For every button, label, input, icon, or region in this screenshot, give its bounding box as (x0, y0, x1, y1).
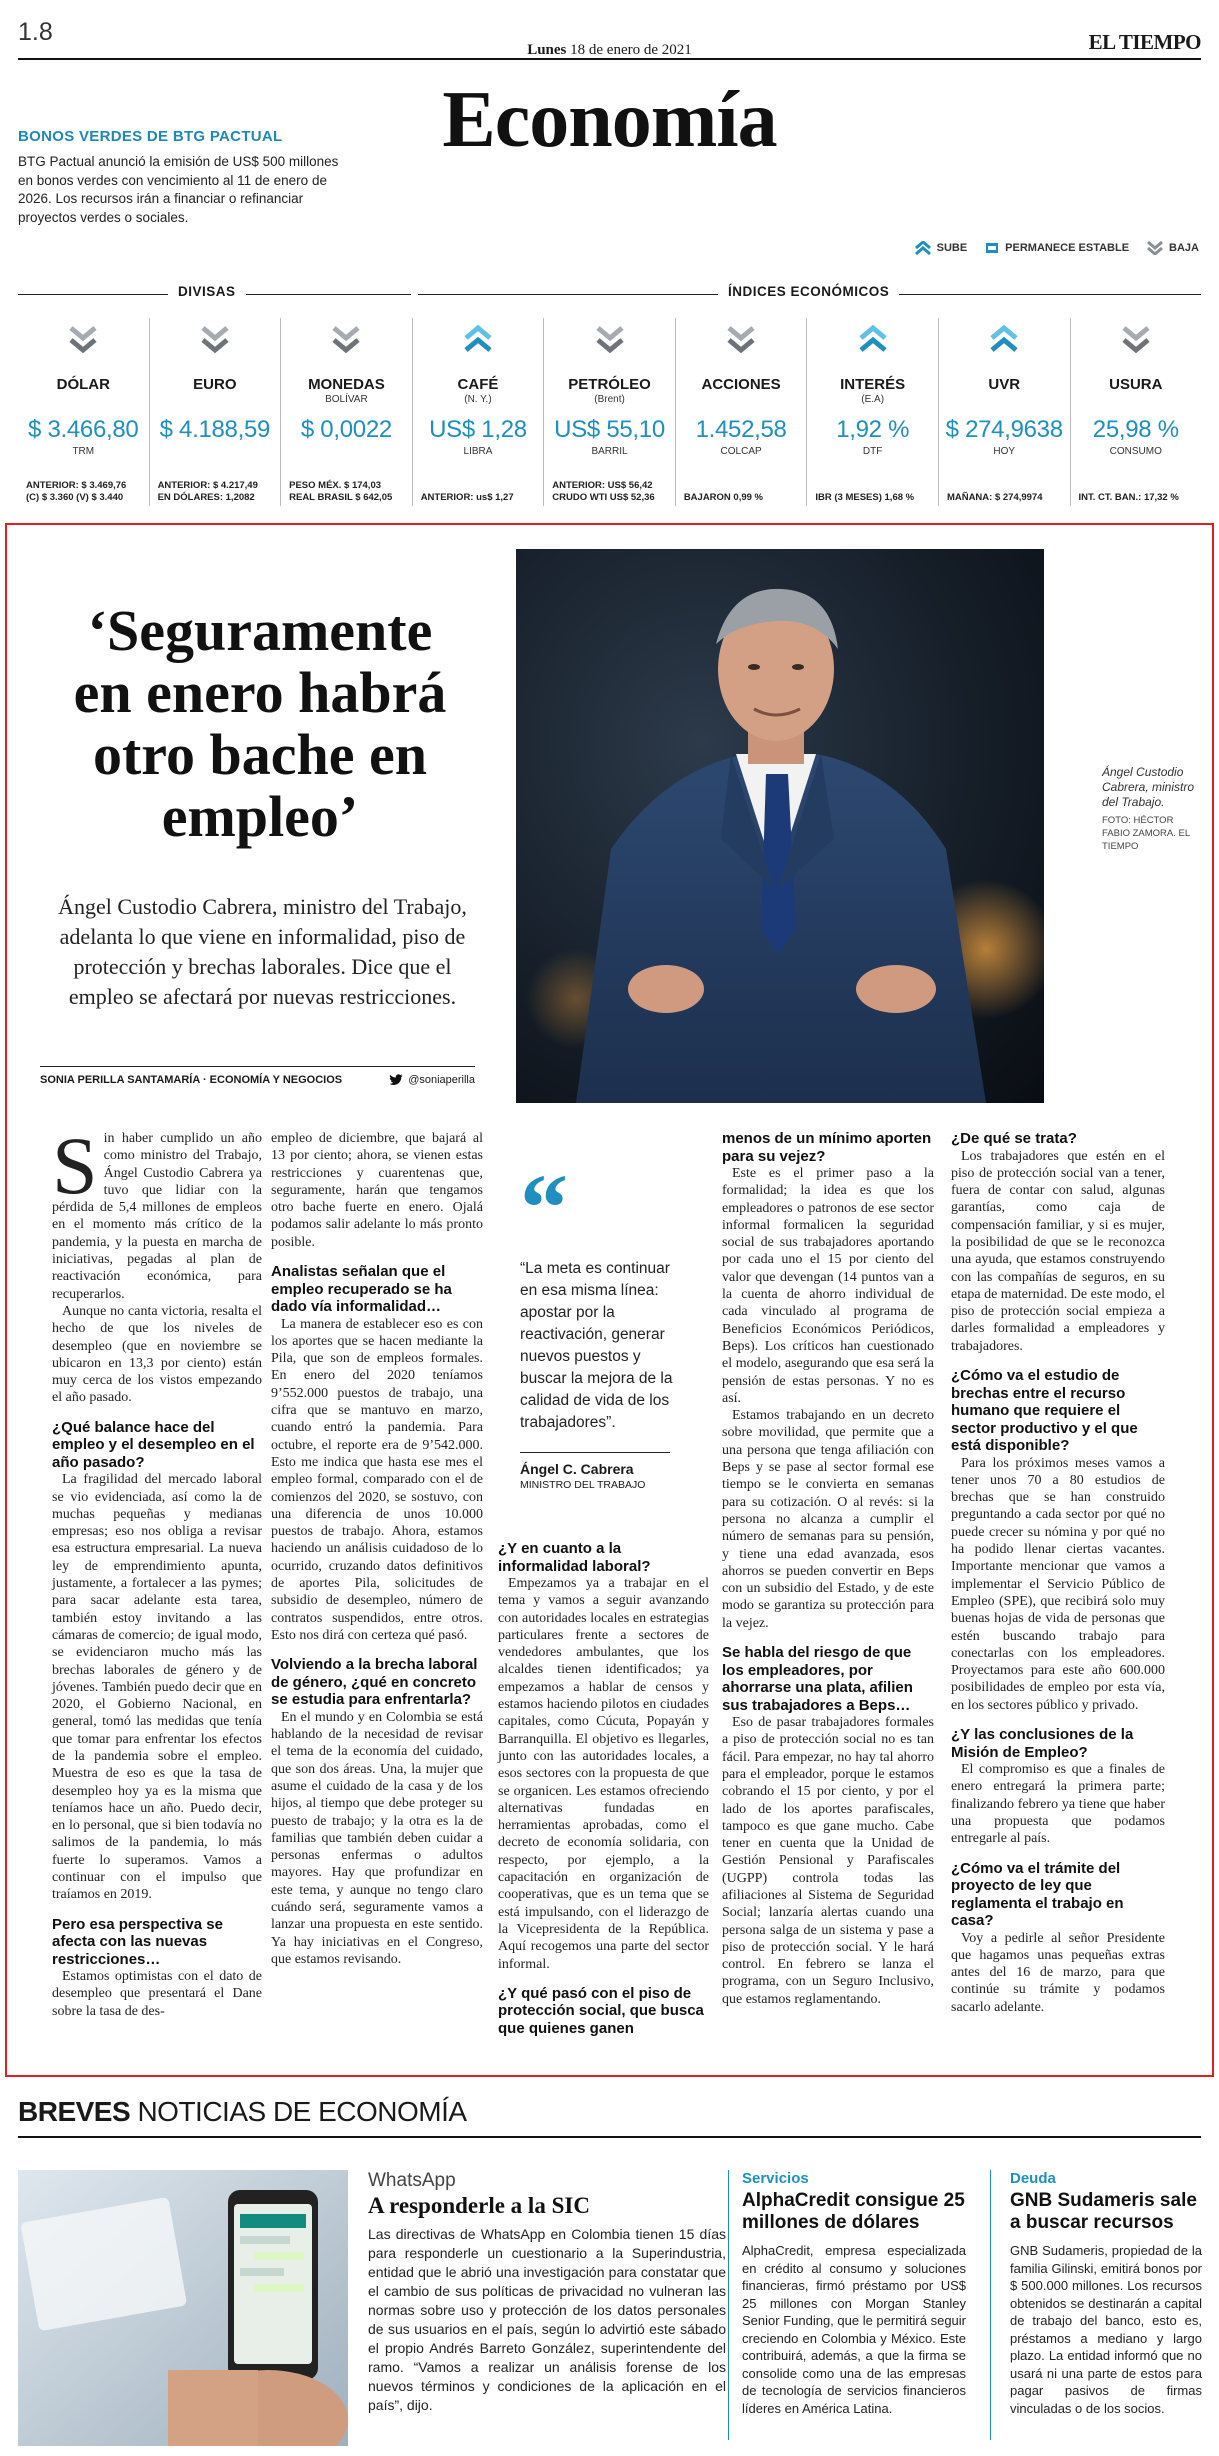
paragraph: Empezamos ya a trabajar en el tema y vamos a seguir avanzando con autoridades locales en estrategias particulares frente a sectores de vendedores ambulantes, que los alcaldes tienen identificados; ya empezamos a hablar de censos y estamos haciendo pilotos en ciudades capitales, como Cúcuta, Popayán y Barranquilla. El objetivo es llegarles, junto con las autoridades locales, a esos sectores con la propuesta de que se organicen. Les estamos ofreciendo alternativas fundadas en herramientas aprobadas, como el decreto de economía solidaria, con respecto, por ejemplo, a la capacitación en organización de cooperativas, que es un tema que se está impulsando, con el liderazgo de la Vicepresidenta de la República. Aquí recogemos una parte del sector informal. (498, 1576, 709, 1972)
arrow-up-icon (939, 318, 1070, 362)
indicator-sub (18, 394, 149, 406)
arrow-down-icon (18, 318, 149, 362)
brief-gnb (1010, 2170, 1202, 2417)
indicator-foot-1: INT. CT. BAN.: 17,32 % (1078, 492, 1179, 503)
arrow-down-icon (676, 318, 807, 362)
article-column-4 (722, 1130, 934, 2008)
paragraph: Estamos optimistas con el dato de desempleo que presentará el Dane sobre la tasa de des- (52, 1969, 262, 2019)
indicator-6 (806, 318, 938, 506)
article-headline: ‘Seguramente en enero habrá otro bache en empleo’ (73, 598, 447, 849)
indicator-footnote (289, 480, 408, 504)
paragraph: Este es el primer paso a la formalidad; la idea es que los empleadores o patronos de ese sector informal formalicen la seguridad social de sus trabajadores aportando por cada uno el 15 por ciento del valor que devengan (14 puntos van a la cuenta de ahorro individual de cada vinculado al programa de Beneficios Económicos Periódicos, Beps). Los críticos han cuestionado el modelo, asegurando que esa será la pensión de estas personas. Y no es así. (722, 1166, 934, 1406)
indicator-footnote (552, 480, 671, 504)
indicator-foot-1: ANTERIOR: $ 4.217,49 (157, 480, 258, 491)
btg-title: BONOS VERDES DE BTG PACTUAL (18, 128, 283, 145)
page-header (18, 18, 1201, 58)
article-column-3 (498, 1540, 709, 2037)
paragraph: La manera de establecer eso es con los aportes que se hacen mediante la Pila, que son de empleos formales. En enero del 2020 teníamos 9’552.000 puestos de trabajo, una cifra que se mantuvo en marzo, cuando entró la pandemia. Para octubre, el reporte era de 9’542.000. Esto me indica que hasta ese mes el empleo formal, comparado con el de comienzos del 2020, se sostuvo, con una diferencia de unos 10.000 puestos de trabajo. Ahora, estamos haciendo un análisis cuidadoso de lo ocurrido, cruzando datos definitivos de aportes Pila, solicitudes de subsidio de desempleo, número de contratos suspendidos, entre otros. Esto nos dirá con certeza qué pasó. (271, 1316, 483, 1643)
brief-whatsapp (368, 2170, 726, 2415)
byline-author: SONIA PERILLA SANTAMARÍA · ECONOMÍA Y NEGOCIOS (40, 1074, 343, 1086)
indicator-foot-2: EN DÓLARES: 1,2082 (157, 492, 255, 503)
photo-caption (1102, 765, 1202, 853)
brief-kicker: WhatsApp (368, 2170, 456, 2191)
indicator-sub: (E.A) (861, 394, 885, 405)
dropcap: S (52, 1120, 98, 1211)
brief-title: A responderle a la SIC (368, 2193, 590, 2218)
twitter-handle[interactable] (389, 1074, 475, 1086)
indicator-value: 1.452,58 (695, 416, 787, 443)
date-line (18, 42, 1201, 59)
legend-stable-label: PERMANECE ESTABLE (1005, 242, 1130, 254)
paragraph: El compromiso es que a finales de enero entregará la primera parte; finalizando febrero ya tiene que haber una propuesta que podamos entregarle al país. (951, 1762, 1165, 1847)
indicator-0 (18, 318, 149, 506)
indicator-name: UVR (988, 376, 1021, 393)
arrow-down-icon (544, 318, 675, 362)
indicator-caption: BARRIL (591, 446, 628, 457)
indicator-sub (150, 394, 281, 406)
breves-title-rest: NOTICIAS DE ECONOMÍA (137, 2096, 467, 2127)
arrow-down-icon (281, 318, 412, 362)
indicator-value: $ 274,9638 (945, 416, 1063, 443)
question-heading: ¿Qué balance hace del empleo y el desempleo en el año pasado? (52, 1418, 255, 1471)
indicator-foot-1: BAJARON 0,99 % (683, 492, 764, 503)
legend-up-label: SUBE (936, 242, 968, 254)
minister-photo (516, 549, 1044, 1103)
phone-hand-image (18, 2170, 348, 2446)
question-heading: Volviendo a la brecha laboral de género, ¿qué en concreto se estudia para enfrentarla? (271, 1656, 478, 1709)
btg-body: BTG Pactual anunció la emisión de US$ 500 millones en bonos verdes con vencimiento al 11 de enero de 2026. Los recursos irán a financiar o refinanciar proyectos verdes o sociales. (18, 154, 339, 225)
arrow-up-icon (413, 318, 544, 362)
indicator-name: INTERÉS (840, 376, 906, 393)
indicator-name: USURA (1109, 376, 1163, 393)
quote-rule (520, 1452, 670, 1453)
indicator-footnote (815, 492, 934, 504)
arrow-up-icon (807, 318, 938, 362)
question-heading: ¿De qué se trata? (951, 1130, 1077, 1147)
indicator-4 (543, 318, 675, 506)
section-title: Economía (442, 76, 777, 164)
indicator-foot-1: PESO MÉX. $ 174,03 (289, 480, 382, 491)
paragraph: Aunque no canta victoria, resalta el hecho de que los niveles de desempleo (que en noviembre se ubicaron en 13,3 por ciento) están muy cerca de los vistos empezando el año pasado. (52, 1303, 262, 1406)
indicator-name: ACCIONES (701, 376, 781, 393)
indicator-value: 25,98 % (1092, 416, 1179, 443)
indicator-caption: HOY (993, 446, 1016, 457)
breves-title-bold: BREVES (18, 2096, 131, 2127)
indicator-caption: TRM (72, 446, 95, 457)
arrow-down-icon (150, 318, 281, 362)
indicator-foot-1: MAÑANA: $ 274,9974 (946, 492, 1043, 503)
question-heading: ¿Cómo va el estudio de brechas entre el recurso humano que requiere el sector productivo y el que está disponible? (951, 1367, 1138, 1455)
paragraph: empleo de diciembre, que bajará al 13 por ciento; ahora, se vienen estas restricciones y cuarentenas que, seguramente, harán que tengamos otro bache fuerte en enero. Ojalá podamos salir adelante lo más pronto posible. (271, 1131, 483, 1250)
brief-body: GNB Sudameris, propiedad de la familia Gilinski, emitirá bonos por $ 500.000 millones. Los recursos obtenidos se destinarán a capital de trabajo del banco, esto es, préstamos a mediano y largo plazo. La entidad informó que no usará ni una parte de estos para pagar pasivos de firmas vinculadas o de los socios. (1010, 2243, 1202, 2416)
brief-title: GNB Sudameris sale a buscar recursos (1010, 2190, 1197, 2233)
quote-text: “La meta es continuar en esa misma línea: apostar por la reactivación, generar nuevos puestos y buscar la mejora de la calidad de vida de los trabajadores”. (520, 1260, 673, 1431)
arrow-up-icon (915, 241, 931, 255)
indicator-caption: LIBRA (463, 446, 493, 457)
indicator-name: CAFÉ (457, 376, 499, 393)
pull-quote (520, 1154, 673, 1491)
indicator-5 (675, 318, 807, 506)
byline (40, 1074, 475, 1086)
quote-role: MINISTRO DEL TRABAJO (520, 1479, 646, 1491)
brief-kicker: Deuda (1010, 2170, 1056, 2187)
indicator-foot-1: IBR (3 MESES) 1,68 % (815, 492, 915, 503)
paragraph: En el mundo y en Colombia se está hablando de la necesidad de revisar el tema de la economía del cuidado, que son dos áreas. Una, la mujer que asume el cuidado de la casa y de los hijos, al tiempo que debe proteger su puesto de trabajo; y la otra es la de familias que también deben cuidar a personas enfermas o adultos mayores. Hay que profundizar en este tema, y aunque no tengo claro cuándo será, seguramente vamos a lanzar una propuesta en este sentido. Ya hay iniciativas en el Congreso, que estamos revisando. (271, 1709, 483, 1967)
arrow-down-icon (1071, 318, 1202, 362)
brand-logo: EL TIEMPO (1088, 30, 1201, 54)
date-rest: 18 de enero de 2021 (570, 42, 692, 58)
question-heading: ¿Y en cuanto a la informalidad laboral? (498, 1540, 651, 1575)
indicator-caption: CONSUMO (1109, 446, 1162, 457)
indicator-footnote (1079, 492, 1198, 504)
trend-legend (915, 241, 1199, 255)
question-heading: ¿Cómo va el trámite del proyecto de ley que reglamenta el trabajo en casa? (951, 1859, 1124, 1929)
indicator-sub: (Brent) (594, 394, 625, 405)
paragraph: Eso de pasar trabajadores formales a piso de protección social no es tan fácil. Para empezar, no hay tal ahorro para el empleador, porque le estamos cobrando el 15 por ciento, y por el lado de los aportes parafiscales, tampoco es que gane mucho. Cabe tener en cuenta que la Unidad de Gestión Pensional y Parafiscales (UGPP) controla todas las afiliaciones al Sistema de Seguridad Social; lanzaría alertas cuando una persona salga de un sistema y pase a piso de protección social. Y le hará control. En febrero se lanza el programa, con un Seguro Inclusivo, que estamos reglamentando. (722, 1715, 934, 2007)
indicator-footnote (26, 480, 145, 504)
indicator-value: US$ 55,10 (554, 416, 665, 443)
paragraph: Estamos trabajando en un decreto sobre movilidad, que permite que a una persona que tenga afiliación con Beps y se pase al sector formal ese tiempo se le convierta en semanas para su cotización. O al revés: si la persona no alcanza a cumplir el número de semanas para su pensión, y tiene una edad avanzada, esos ahorros se pueden convertir en Beps con un subsidio del Estado, y de este modo se garantiza su protección para la vejez. (722, 1408, 934, 1631)
arrow-down-icon (1147, 241, 1163, 255)
brief-divider (990, 2170, 991, 2440)
indicator-headers (18, 284, 1201, 304)
indicator-sub: BOLÍVAR (325, 394, 368, 405)
indicator-sub (676, 394, 807, 406)
btg-brief (18, 128, 348, 227)
indicator-name: PETRÓLEO (568, 376, 651, 393)
legend-down (1147, 241, 1199, 255)
brief-kicker: Servicios (742, 2170, 809, 2187)
date-day: Lunes (527, 42, 567, 58)
header-divider (18, 58, 1201, 60)
indicator-name: DÓLAR (56, 376, 110, 393)
indicator-name: EURO (193, 376, 237, 393)
indicator-value: US$ 1,28 (429, 416, 527, 443)
brief-body: AlphaCredit, empresa especializada en crédito al consumo y soluciones financieras, firmó préstamo por US$ 25 millones con Morgan Stanley Senior Funding, que le permitirá seguir creciendo en Colombia y México. Este contribuirá, además, a que la firma se consolide como una de las empresas de tecnología de servicios financieros líderes en América Latina. (742, 2243, 967, 2416)
indicator-foot-2: REAL BRASIL $ 642,05 (289, 492, 393, 503)
article-column-5 (951, 1130, 1165, 2016)
indicator-3 (412, 318, 544, 506)
indicator-strip (18, 318, 1201, 506)
twitter-handle-text: @soniaperilla (408, 1074, 475, 1086)
indicator-foot-2: CRUDO WTI US$ 52,36 (552, 492, 655, 503)
indicator-caption: COLCAP (720, 446, 762, 457)
byline-rule (40, 1066, 475, 1067)
quote-name: Ángel C. Cabrera (520, 1461, 634, 1477)
paragraph: Los trabajadores que estén en el piso de protección social van a tener, fuera de contar con salud, algunas garantías, como caja de compensación familiar, y si es mujer, la posibilidad de que se le reconozca una ayuda, que estamos construyendo con las compañías de seguros, en su etapa de maternidad. De este modo, el piso de protección social empieza a darles formalidad a empleadores y trabajadores. (951, 1148, 1165, 1354)
indicator-8 (1070, 318, 1202, 506)
whatsapp-photo (18, 2170, 348, 2446)
indicator-value: $ 0,0022 (300, 416, 392, 443)
paragraph: La fragilidad del mercado laboral se vio evidenciada, así como la de muchas pequeñas y medianas empresas; eso nos obliga a revisar esa estructura empresarial. La nueva ley de emprendimiento apunta, justamente, a fortalecer a las pymes; para sacar adelante esta tarea, también estoy invitando a las cámaras de comercio; de igual modo, se evidenciaron mucho más las brechas laborales de género y de jóvenes. También puedo decir que en 2020, el Gobierno Nacional, en general, tomó las medidas que tenía que tomar para enfrentar los efectos de la pandemia sobre el empleo. Muestra de eso es que la tasa de desempleo hoy ya es la misma que teníamos hace un año. Puedo decir, en lo personal, que si bien todavía no salimos de la pandemia, lo más fuerte lo superamos. Vamos a continuar con el impulso que traíamos en 2019. (52, 1472, 262, 1903)
question-heading: ¿Y qué pasó con el piso de protección social, que busca que quienes ganen (498, 1984, 704, 2037)
indicator-footnote (421, 492, 540, 504)
twitter-icon (389, 1074, 403, 1086)
indicator-foot-2: (C) $ 3.360 (V) $ 3.440 (26, 492, 124, 503)
photo-credit: FOTO: HÉCTOR FABIO ZAMORA. EL TIEMPO (1102, 815, 1190, 852)
indicator-sub (939, 394, 1070, 406)
indicator-foot-1: ANTERIOR: us$ 1,27 (420, 492, 514, 503)
question-heading: Pero esa perspectiva se afecta con las nuevas restricciones… (52, 1915, 223, 1968)
indicator-caption: DTF (862, 446, 883, 457)
indicator-sub: (N. Y.) (464, 394, 492, 405)
question-heading: Analistas señalan que el empleo recuperado se ha dado vía informalidad… (271, 1263, 452, 1316)
brief-divider (728, 2170, 729, 2440)
stable-icon (985, 241, 999, 255)
indicator-1 (149, 318, 281, 506)
question-heading: Se habla del riesgo de que los empleadores, por ahorrarse una plata, afilien sus trabajadores a Beps… (722, 1644, 913, 1714)
indicator-value: $ 4.188,59 (159, 416, 271, 443)
caption-text: Ángel Custodio Cabrera, ministro del Trabajo. (1102, 765, 1195, 809)
paragraph-text: in haber cumplido un año como ministro del Trabajo, Ángel Custodio Cabrera ya tuvo que lidiar con la pérdida de 5,4 millones de empleos en el momento más crítico de la pandemia, y la puesta en marcha de iniciativas, pegadas al plan de reactivación económica, para recuperarlos. (52, 1131, 262, 1302)
question-heading: ¿Y las conclusiones de la Misión de Empleo? (951, 1726, 1134, 1761)
legend-stable (985, 241, 1129, 255)
paragraph: Voy a pedirle al señor Presidente que hagamos unas pequeñas extras antes del 16 de marzo, para que continúe su trámite y podamos sacarlo adelante. (951, 1930, 1165, 2015)
page-number: 1.8 (18, 18, 53, 46)
indicator-footnote (684, 492, 803, 504)
paragraph (52, 1120, 262, 1303)
indicator-2 (280, 318, 412, 506)
indicator-name: MONEDAS (308, 376, 385, 393)
paragraph: Para los próximos meses vamos a tener unos 70 a 80 estudios de brechas que se han construido preguntando a cada sector por qué no puede crecer su nómina y por qué no ha podido llenar ciertas vacantes. Importante mencionar que vamos a implementar el Servicio Público de Empleo (SPE), que recibirá solo muy buenas hojas de vida de personas que estén buscando trabajo para conectarlas con los empleadores. Proyectamos para este año 600.000 posibilidades de empleo por esta vía, en los sectores público y privado. (951, 1455, 1165, 1713)
indicator-foot-1: ANTERIOR: US$ 56,42 (552, 480, 653, 491)
indicator-7 (938, 318, 1070, 506)
minister-portrait (516, 549, 1044, 1103)
indicator-foot-1: ANTERIOR: $ 3.469,76 (26, 480, 127, 491)
legend-up (915, 241, 968, 255)
breves-rule (18, 2136, 1201, 2138)
brief-body: Las directivas de WhatsApp en Colombia tienen 15 días para responderle un cuestionario a la Superindustria, entidad que le abrió una investigación para constatar que el cambio de sus políticas de privacidad no vulneran las normas sobre uso y protección de los datos personales de sus usuarios en el país, según lo advirtió este sábado el propio Andrés Barreto González, superintendente del ramo. “Vamos a realizar un análisis forense de los nuevos términos y condiciones de la aplicación en el país”, dijo. (368, 2226, 726, 2413)
breves-title (18, 2096, 467, 2128)
question-heading: menos de un mínimo aporten para su vejez? (722, 1130, 932, 1165)
brief-title: AlphaCredit consigue 25 millones de dólares (742, 2190, 965, 2233)
article-standfirst: Ángel Custodio Cabrera, ministro del Trabajo, adelanta lo que viene en informalidad, piso de protección y brechas laborales. Dice que el empleo se afectará por nuevas restricciones. (58, 894, 467, 1009)
article-column-1 (52, 1120, 262, 2020)
indicator-value: 1,92 % (836, 416, 910, 443)
indicator-footnote (158, 480, 277, 504)
article-column-2 (271, 1130, 483, 1968)
brief-alphacredit (742, 2170, 966, 2417)
legend-down-label: BAJA (1169, 242, 1199, 254)
indices-header: ÍNDICES ECONÓMICOS (718, 284, 899, 299)
indicator-value: $ 3.466,80 (28, 416, 139, 443)
quote-mark-icon: “ (520, 1154, 568, 1261)
divisas-header: DIVISAS (168, 284, 246, 299)
indicator-sub (1071, 394, 1202, 406)
indicator-footnote (947, 492, 1066, 504)
